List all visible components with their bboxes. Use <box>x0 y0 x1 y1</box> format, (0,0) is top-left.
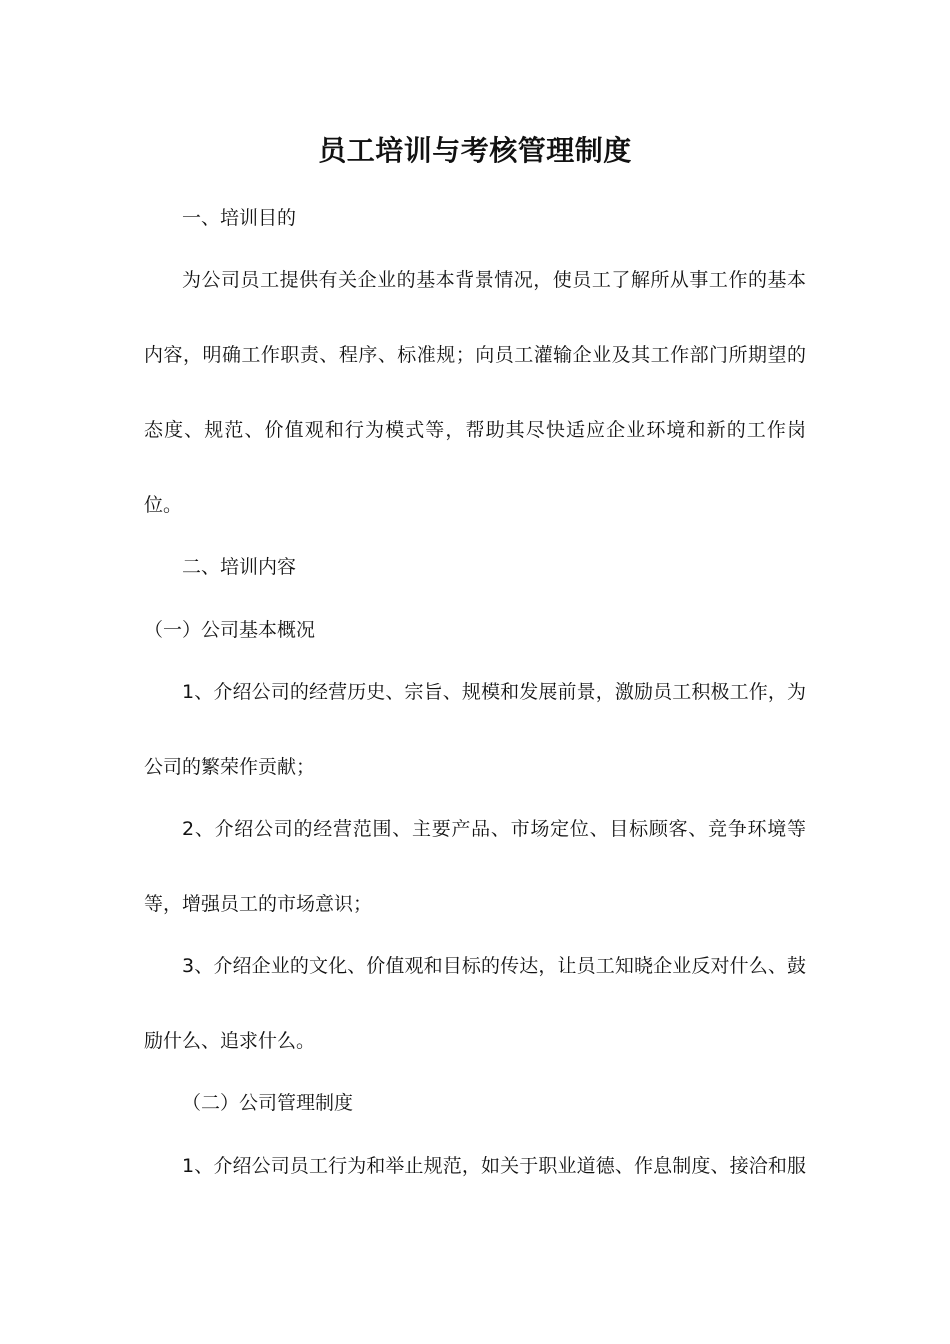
subsection-heading-management-system: （二）公司管理制度 <box>182 1092 354 1114</box>
section-heading-training-content: 二、培训内容 <box>182 556 297 578</box>
paragraph-line: 态度、规范、价值观和行为模式等，帮助其尽快适应企业环境和新的工作岗 <box>144 419 806 441</box>
paragraph-line: 内容，明确工作职责、程序、标准规；向员工灌输企业及其工作部门所期望的 <box>144 344 806 366</box>
paragraph-line: 为公司员工提供有关企业的基本背景情况，使员工了解所从事工作的基本 <box>182 269 806 291</box>
document-title: 员工培训与考核管理制度 <box>318 134 632 167</box>
section-heading-training-purpose: 一、培训目的 <box>182 207 297 229</box>
paragraph-line: 3、介绍企业的文化、价值观和目标的传达，让员工知晓企业反对什么、鼓 <box>182 955 806 977</box>
paragraph-line: 励什么、追求什么。 <box>144 1030 316 1052</box>
paragraph-line: 等，增强员工的市场意识； <box>144 893 373 915</box>
subsection-heading-company-overview: （一）公司基本概况 <box>144 619 316 641</box>
paragraph-line: 公司的繁荣作贡献； <box>144 756 316 778</box>
paragraph-line: 位。 <box>144 494 183 516</box>
paragraph-line: 2、介绍公司的经营范围、主要产品、市场定位、目标顾客、竞争环境等 <box>182 818 806 840</box>
paragraph-line: 1、介绍公司的经营历史、宗旨、规模和发展前景，激励员工积极工作，为 <box>182 681 806 703</box>
paragraph-line: 1、介绍公司员工行为和举止规范，如关于职业道德、作息制度、接洽和服 <box>182 1155 806 1177</box>
